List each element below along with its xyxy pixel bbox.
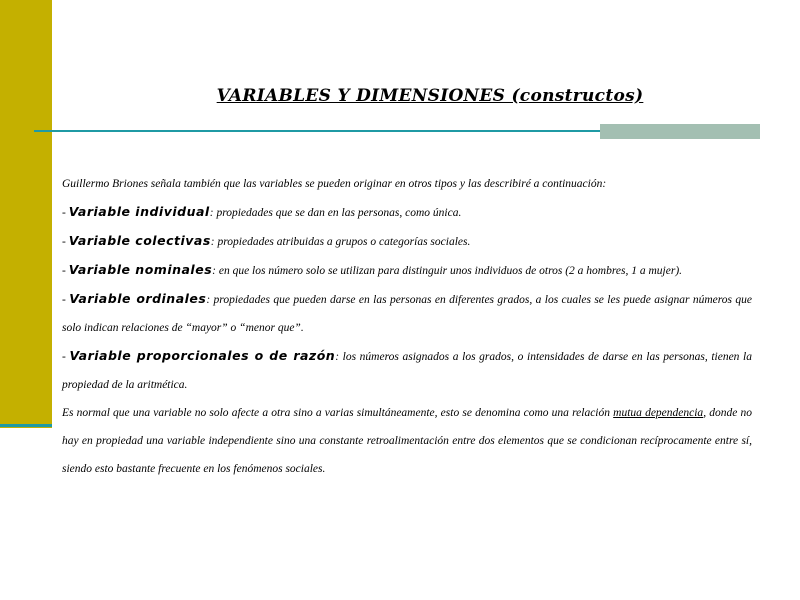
page-title: VARIABLES Y DIMENSIONES (constructos): [216, 86, 644, 106]
item-term: Variable nominales: [68, 262, 213, 277]
item-description: : en que los número solo se utilizan para distinguir unos individuos de otros (2 a hombres, 1 a mujer).: [212, 265, 683, 277]
closing-text-end: , donde no hay en propiedad una variable independiente sino una constante retroalimentación entre dos elementos que se condicionan recíprocamente entre sí, siendo esto bastante frecuente en los fenómenos sociales.: [62, 407, 752, 475]
item-bullet: -: [62, 351, 70, 363]
closing-paragraph: [62, 399, 752, 483]
item-bullet: -: [62, 236, 69, 248]
content-body: [62, 170, 752, 483]
list-item: [62, 198, 752, 227]
side-accent-bar: [0, 0, 52, 428]
list-item: [62, 227, 752, 256]
underlined-term: mutua dependencia: [613, 407, 704, 419]
list-item: [62, 285, 752, 342]
side-accent-line: [0, 424, 52, 427]
intro-paragraph: Guillermo Briones señala también que las variables se pueden originar en otros tipos y las describiré a continuación:: [62, 178, 607, 190]
divider-accent-block: [600, 124, 760, 139]
item-description: : propiedades que pueden darse en las personas en diferentes grados, a los cuales se les puede asignar números que solo indican relaciones de “mayor” o “menor que”.: [62, 294, 752, 334]
item-bullet: -: [62, 265, 69, 277]
item-term: Variable colectivas: [68, 233, 211, 248]
list-item: [62, 342, 752, 399]
item-description: : propiedades que se dan en las personas, como única.: [209, 207, 462, 219]
list-item: [62, 256, 752, 285]
item-description: : propiedades atribuidas a grupos o categorías sociales.: [210, 236, 471, 248]
item-term: Variable individual: [68, 204, 210, 219]
item-term: Variable proporcionales o de razón: [69, 348, 336, 363]
closing-text-start: Es normal que una variable no solo afecte a otra sino a varias simultáneamente, esto se denomina como una relación: [62, 407, 614, 419]
item-bullet: -: [62, 207, 69, 219]
item-description: : los números asignados a los grados, o intensidades de darse en las personas, tienen la propiedad de la aritmética.: [62, 351, 752, 391]
item-term: Variable ordinales: [69, 291, 207, 306]
item-bullet: -: [62, 294, 70, 306]
